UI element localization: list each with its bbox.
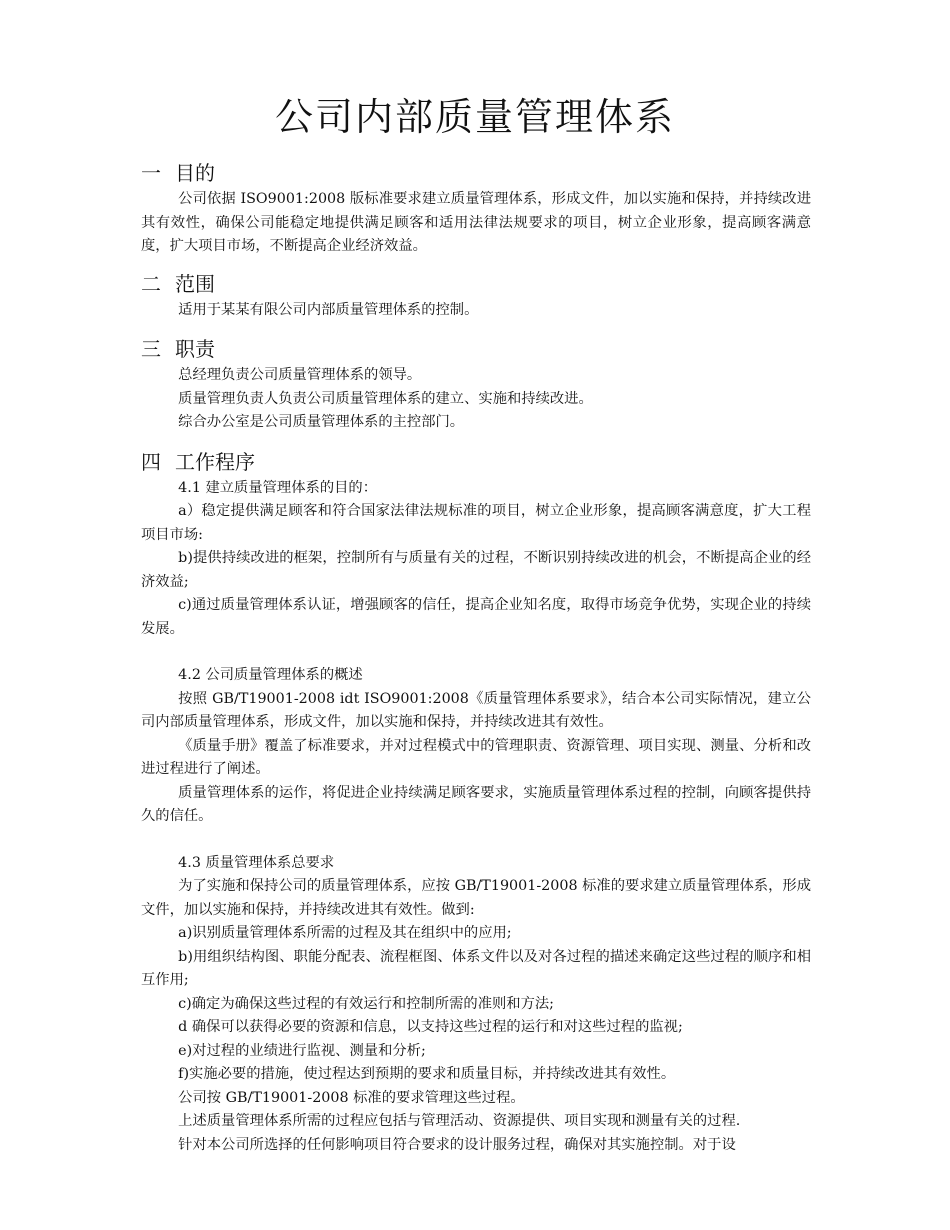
paragraph: c)通过质量管理体系认证，增强顾客的信任，提高企业知名度，取得市场竞争优势，实现企业的持续发展。	[141, 597, 811, 637]
section-number: 一	[141, 161, 161, 185]
paragraph: a）稳定提供满足顾客和符合国家法律法规标准的项目，树立企业形象，提高顾客满意度，扩大工程项目市场:	[141, 503, 811, 543]
section-number: 二	[141, 271, 161, 296]
section-number: 三	[141, 337, 161, 361]
paragraph: 质量管理负责人负责公司质量管理体系的建立、实施和持续改进。	[178, 390, 593, 407]
list-item: a)识别质量管理体系所需的过程及其在组织中的应用;	[178, 925, 512, 941]
subsection-title: 4.2 公司质量管理体系的概述	[178, 667, 363, 683]
subsection-title: 4.3 质量管理体系总要求	[178, 854, 335, 871]
paragraph: 为了实施和保持公司的质量管理体系，应按 GB/T19001-2008 标准的要求建立质量管理体系，形成文件，加以实施和保持，并持续改进其有效性。做到:	[141, 878, 811, 918]
paragraph: 针对本公司所选择的任何影响项目符合要求的设计服务过程，确保对其实施控制。对于设	[178, 1136, 736, 1153]
section-title: 工作程序	[175, 449, 255, 474]
section-heading-purpose	[141, 158, 811, 188]
paragraph: 质量管理体系的运作，将促进企业持续满足顾客要求，实施质量管理体系过程的控制，向顾客提供持久的信任。	[141, 784, 811, 824]
section-heading-scope	[141, 269, 811, 299]
section-title: 职责	[175, 337, 215, 361]
section-title: 范围	[175, 271, 215, 296]
list-item: d 确保可以获得必要的资源和信息，以支持这些过程的运行和对这些过程的监视;	[178, 1019, 683, 1035]
section-heading-procedure	[141, 447, 811, 477]
paragraph: 适用于某某有限公司内部质量管理体系的控制。	[178, 301, 479, 318]
list-item: c)确定为确保这些过程的有效运行和控制所需的准则和方法;	[178, 995, 554, 1012]
paragraph: 综合办公室是公司质量管理体系的主控部门。	[178, 414, 465, 430]
document-body	[141, 158, 811, 1157]
paragraph: 《质量手册》覆盖了标准要求，并对过程模式中的管理职责、资源管理、项目实现、测量、分析和改进过程进行了阐述。	[141, 737, 811, 777]
section-heading-responsibilities	[141, 334, 811, 364]
list-item: f)实施必要的措施，使过程达到预期的要求和质量目标，并持续改进其有效性。	[178, 1066, 676, 1082]
section-title: 目的	[175, 161, 215, 185]
paragraph: 公司依据 ISO9001:2008 版标准要求建立质量管理体系，形成文件，加以实施和保持，并持续改进其有效性，确保公司能稳定地提供满足顾客和适用法律法规要求的项目，树立企业形象，提高顾客满意度，扩大项目市场，不断提高企业经济效益。	[141, 191, 811, 254]
document-title: 公司内部质量管理体系	[274, 95, 675, 139]
list-item: e)对过程的业绩进行监视、测量和分析;	[178, 1042, 426, 1059]
section-number: 四	[141, 449, 161, 474]
list-item: b)用组织结构图、职能分配表、流程框图、体系文件以及对各过程的描述来确定这些过程的顺序和相互作用;	[141, 948, 811, 988]
paragraph: 上述质量管理体系所需的过程应包括与管理活动、资源提供、项目实现和测量有关的过程.	[178, 1113, 741, 1129]
paragraph: 按照 GB/T19001-2008 idt ISO9001:2008《质量管理体系要求》，结合本公司实际情况，建立公司内部质量管理体系，形成文件，加以实施和保持，并持续改进其有效性。	[141, 690, 811, 730]
paragraph: 总经理负责公司质量管理体系的领导。	[178, 367, 422, 383]
subsection-title: 4.1 建立质量管理体系的目的：	[178, 479, 378, 496]
paragraph: 公司按 GB/T19001-2008 标准的要求管理这些过程。	[178, 1089, 525, 1106]
paragraph: b)提供持续改进的框架，控制所有与质量有关的过程，不断识别持续改进的机会，不断提高企业的经济效益;	[141, 550, 811, 590]
